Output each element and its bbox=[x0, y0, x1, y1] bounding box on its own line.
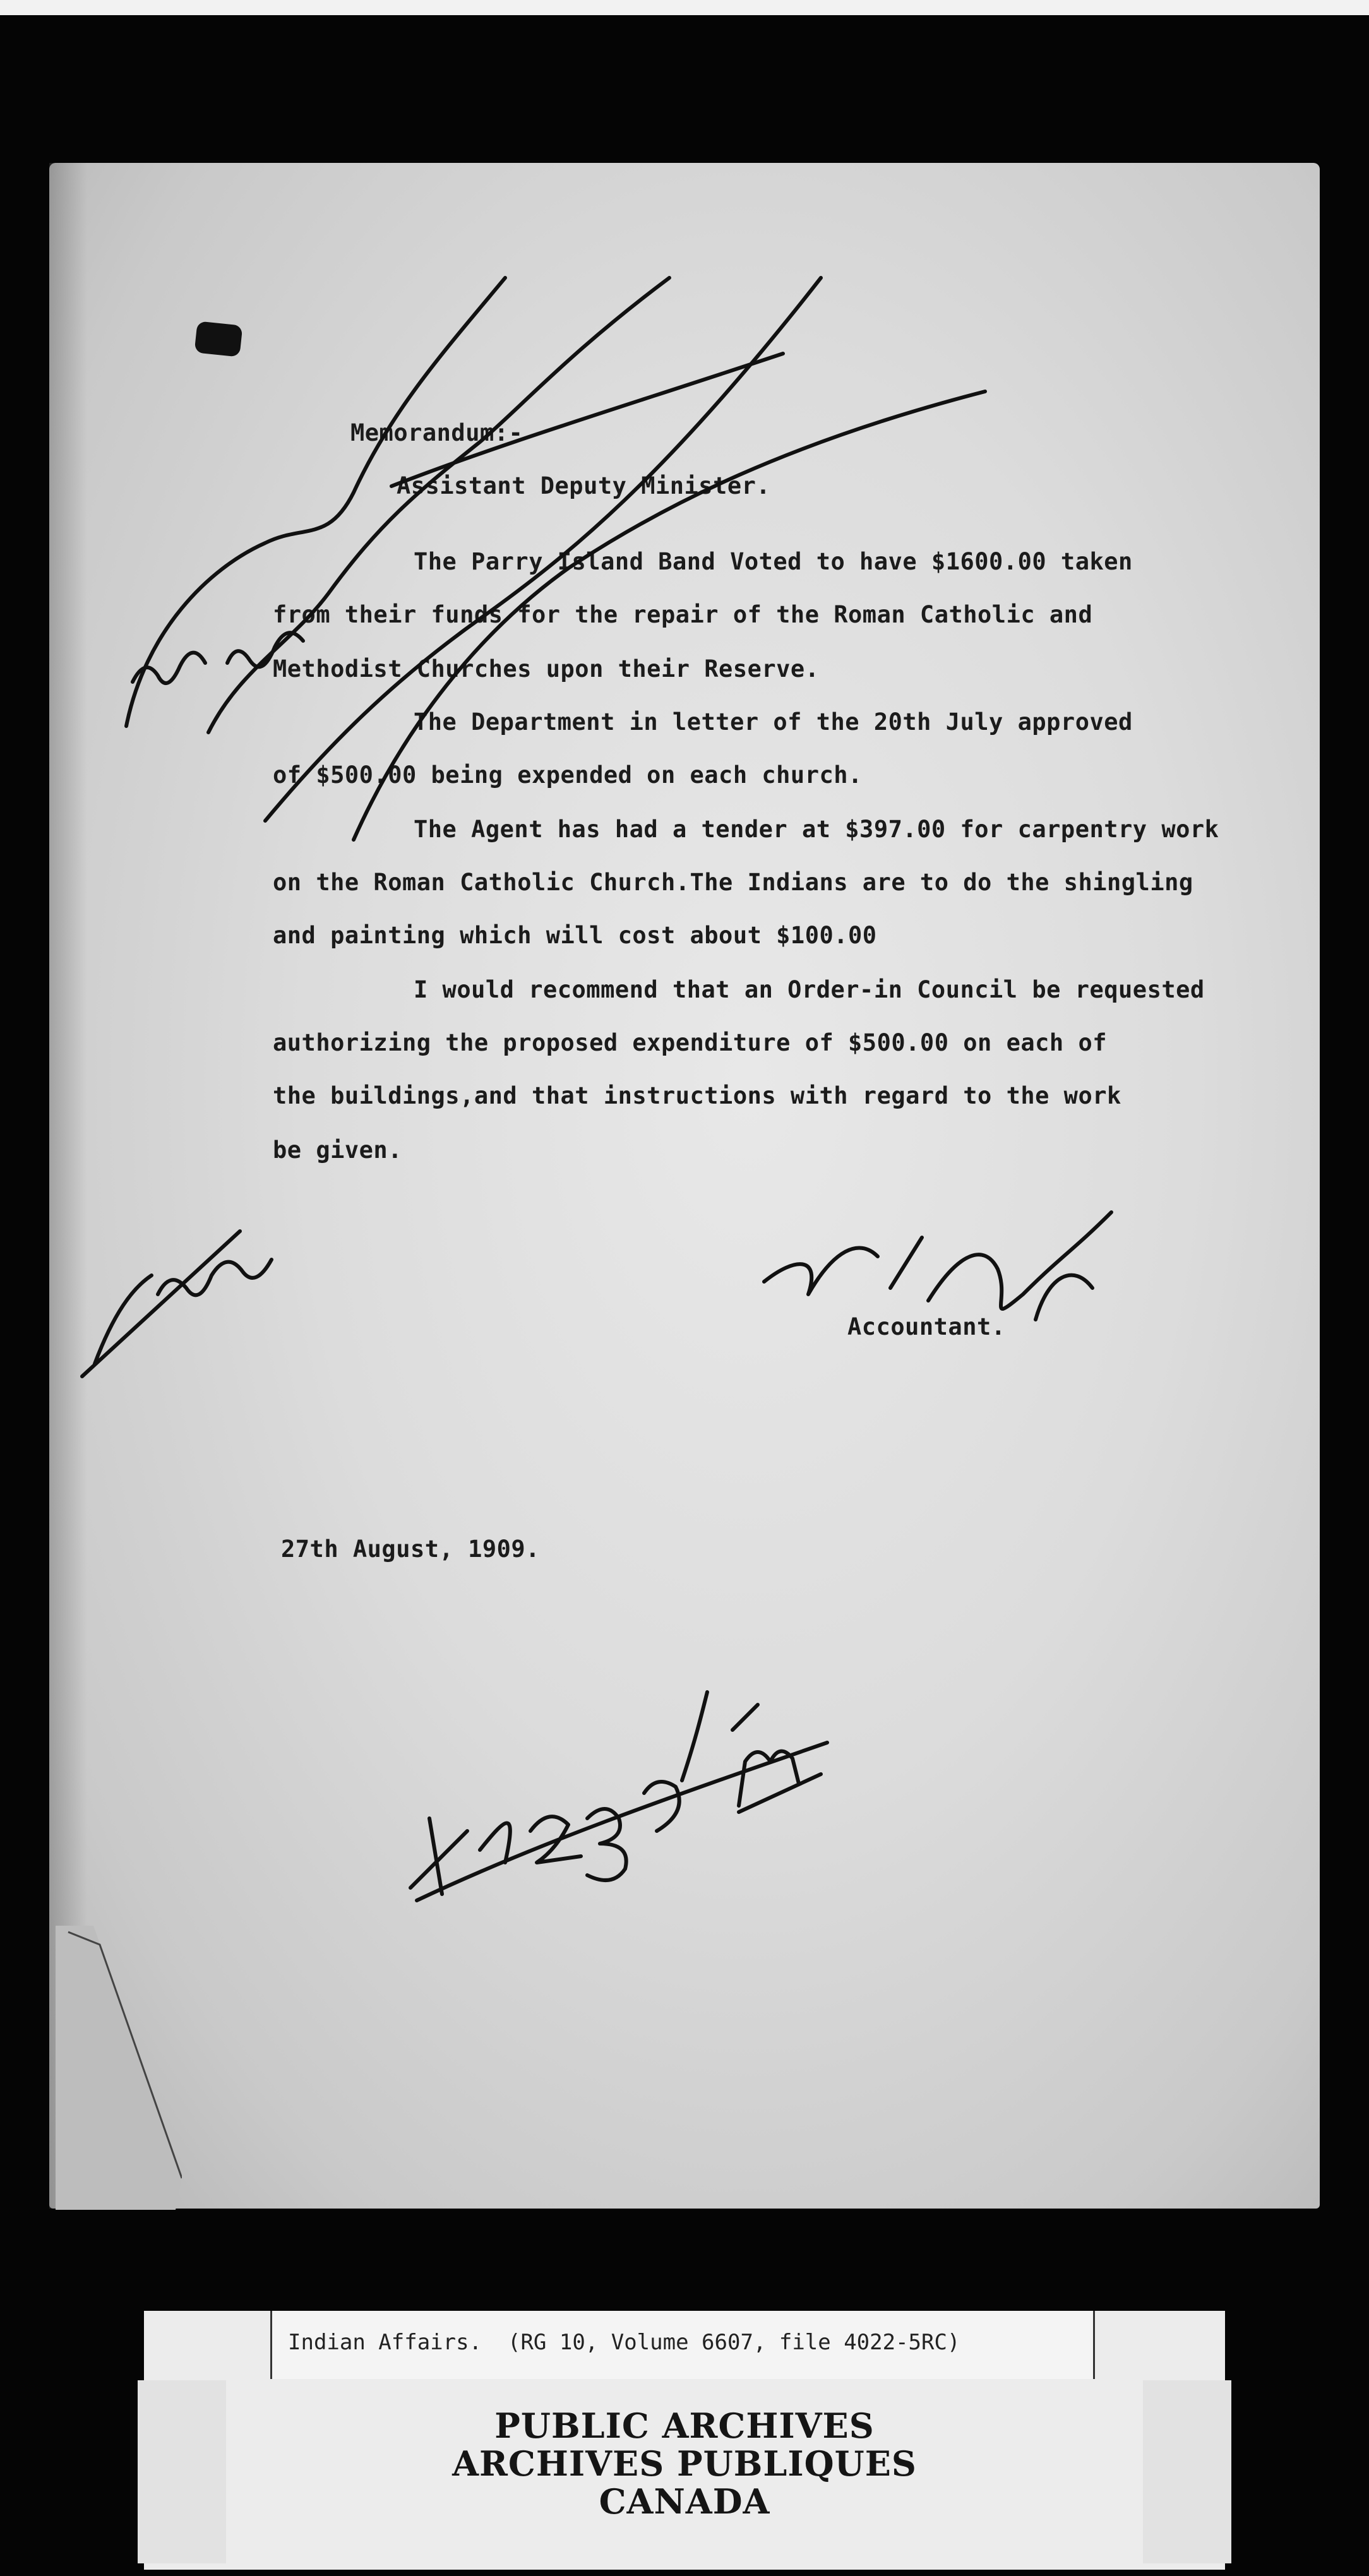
memo-addressee: Assistant Deputy Minister. bbox=[397, 472, 771, 499]
memo-line-12: be given. bbox=[273, 1136, 402, 1164]
archive-line-2: ARCHIVES PUBLIQUES bbox=[452, 2443, 917, 2484]
punch-hole bbox=[194, 321, 243, 357]
page-shadow bbox=[49, 163, 87, 2209]
torn-corner bbox=[56, 1926, 182, 2210]
archive-reference: Indian Affairs. (RG 10, Volume 6607, file 4022-5RC) bbox=[288, 2330, 960, 2355]
memo-line-3: Methodist Churches upon their Reserve. bbox=[273, 655, 820, 683]
memo-line-7: on the Roman Catholic Church.The Indians are to do the shingling bbox=[273, 869, 1193, 896]
memo-line-10: authorizing the proposed expenditure of $500.00 on each of bbox=[273, 1029, 1108, 1056]
archive-label-card bbox=[144, 2311, 1225, 2570]
memo-line-6: The Agent has had a tender at $397.00 for carpentry work bbox=[414, 816, 1219, 843]
memo-heading: Memorandum:- bbox=[350, 419, 523, 446]
archive-line-1: PUBLIC ARCHIVES bbox=[494, 2406, 875, 2446]
memo-line-11: the buildings,and that instructions with regard to the work bbox=[273, 1082, 1121, 1109]
archive-line-3: CANADA bbox=[599, 2481, 770, 2522]
memo-line-9: I would recommend that an Order-in Council be requested bbox=[414, 976, 1205, 1003]
memo-line-2: from their funds for the repair of the Roman Catholic and bbox=[273, 601, 1093, 628]
memo-line-5: of $500.00 being expended on each church. bbox=[273, 761, 863, 789]
memo-date: 27th August, 1909. bbox=[281, 1535, 540, 1563]
signature-title: Accountant. bbox=[847, 1313, 1006, 1340]
memo-line-1: The Parry Island Band Voted to have $1600.00 taken bbox=[414, 548, 1133, 575]
memo-line-4: The Department in letter of the 20th July approved bbox=[414, 708, 1133, 736]
memo-page bbox=[49, 163, 1320, 2209]
memo-line-8: and painting which will cost about $100.00 bbox=[273, 922, 877, 949]
film-top-strip bbox=[0, 0, 1369, 15]
